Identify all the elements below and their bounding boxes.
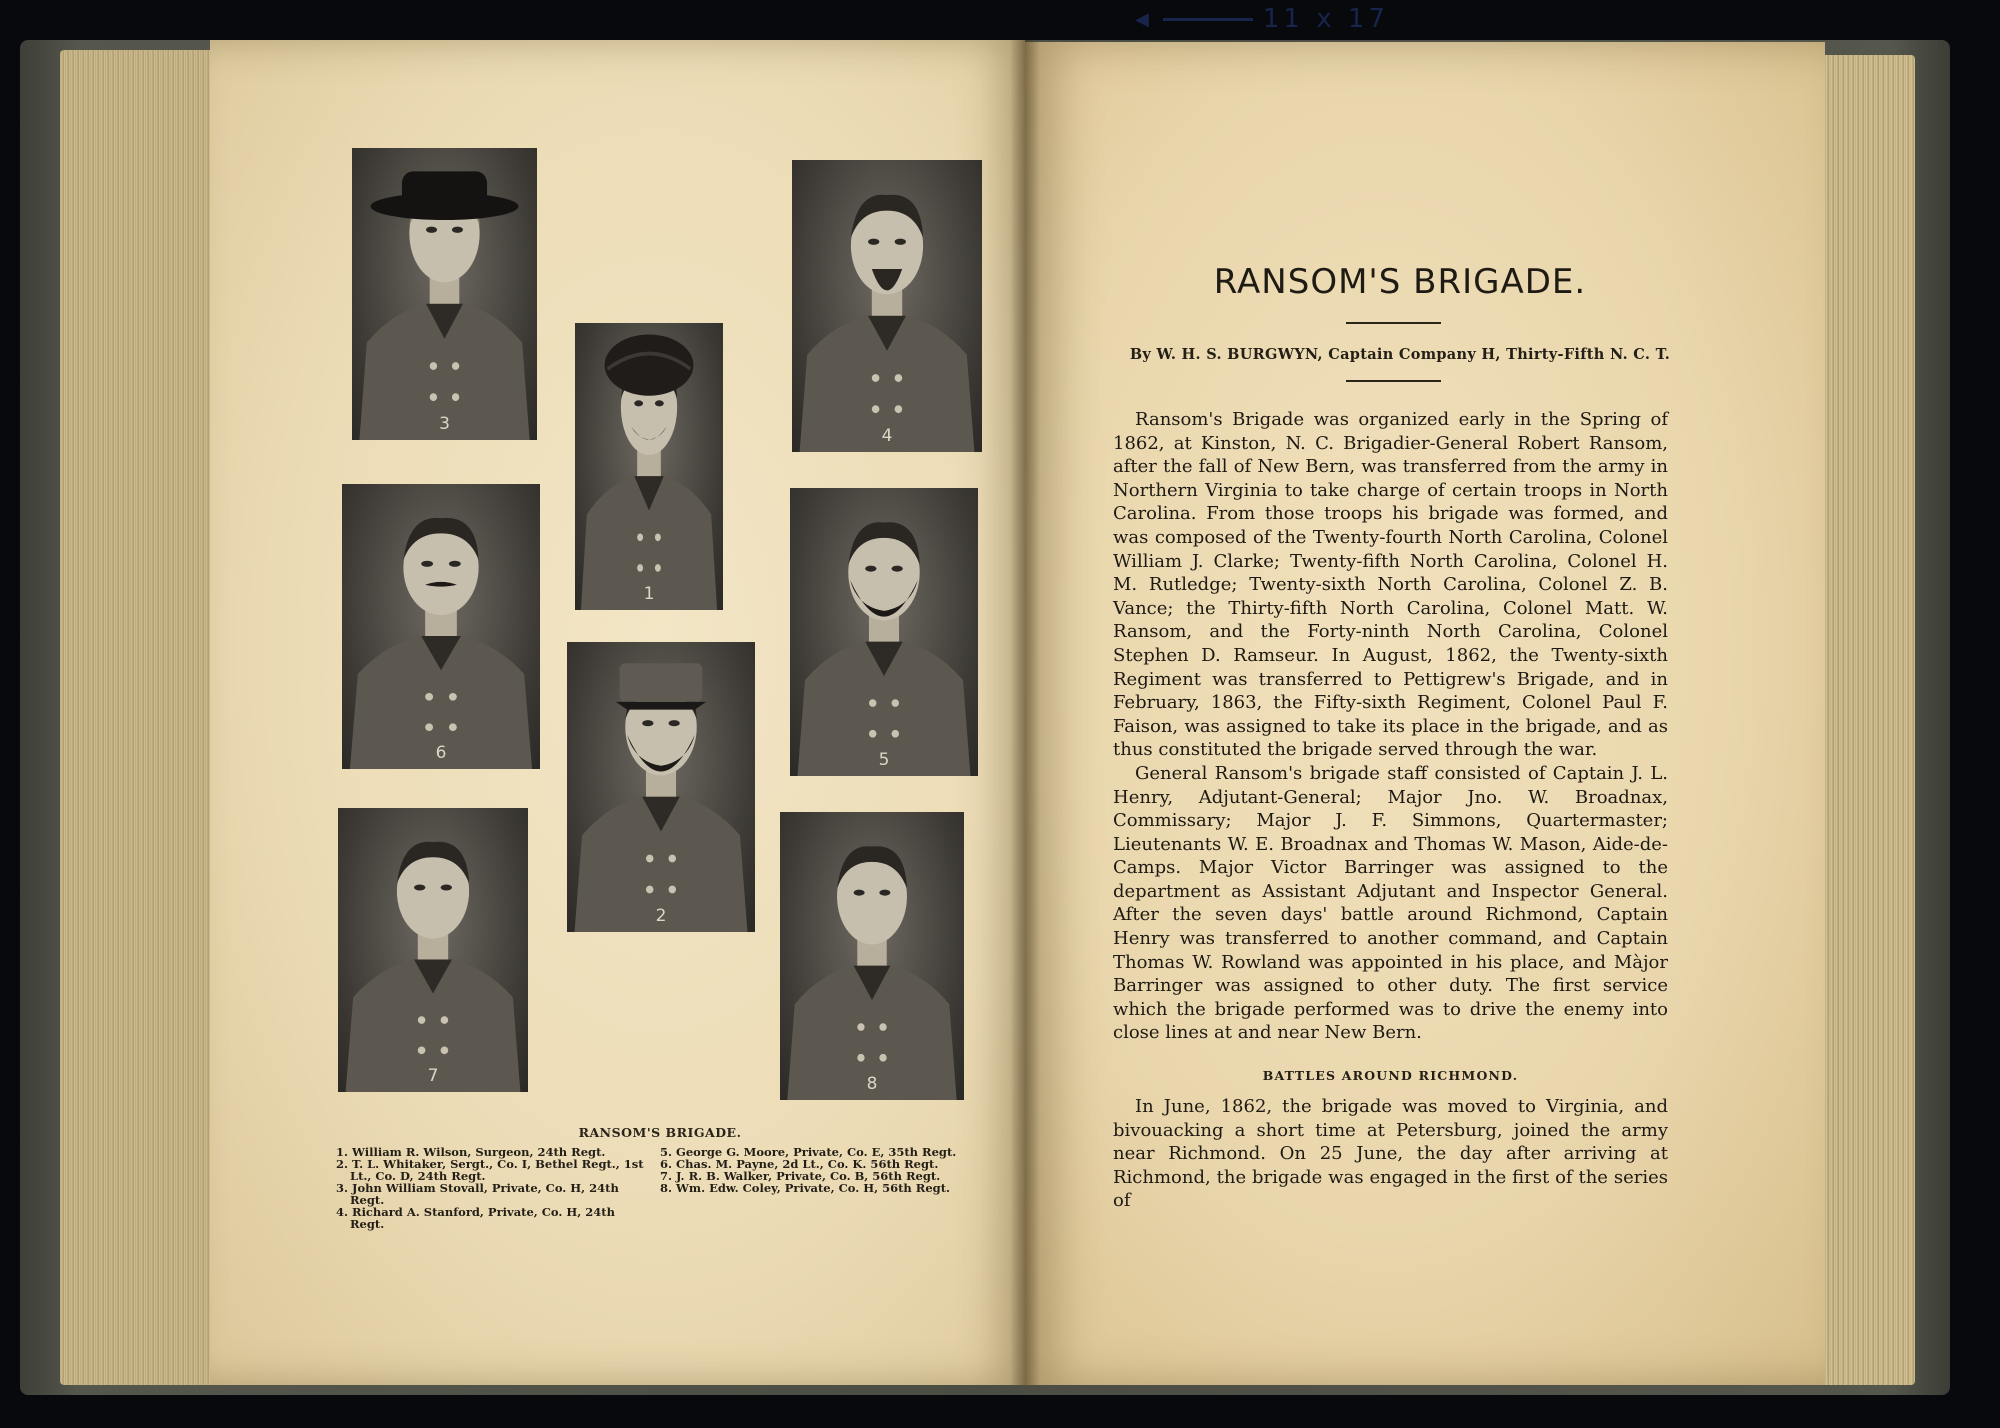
portrait-number: 3 — [439, 414, 450, 434]
section-heading: BATTLES AROUND RICHMOND. — [1262, 1068, 1519, 1083]
portrait-photo-2 — [567, 642, 755, 932]
caption-column-1 — [336, 1146, 651, 1230]
byline-rule — [1346, 380, 1441, 382]
book-gutter — [1010, 40, 1040, 1385]
caption-entry: 6. Chas. M. Payne, 2d Lt., Co. K. 56th Regt. — [660, 1157, 939, 1171]
caption-entry: 8. Wm. Edw. Coley, Private, Co. H, 56th Regt. — [660, 1181, 951, 1195]
section-body-text — [1113, 1095, 1668, 1213]
portrait-figure-icon — [792, 160, 982, 452]
page-edges-left — [60, 50, 225, 1385]
arrow-left-icon — [1135, 4, 1153, 34]
portrait-figure-icon — [575, 323, 723, 610]
portrait-figure-icon — [342, 484, 540, 769]
byline: By W. H. S. BURGWYN, Captain Company H, Thirty-Fifth N. C. T. — [1129, 346, 1671, 363]
portrait-figure-icon — [790, 488, 978, 776]
portrait-number: 7 — [427, 1066, 439, 1086]
portrait-photo-5 — [790, 488, 978, 776]
caption-entry: 5. George G. Moore, Private, Co. E, 35th Regt. — [660, 1145, 957, 1159]
portrait-photo-8 — [780, 812, 964, 1100]
paragraph: Ransom's Brigade was organized early in the Spring of 1862, at Kinston, N. C. Brigadier-General Robert Ransom, after the fall of New Bern, was transferred from the army in Northern Virginia to take charge of certain troops in North Carolina. From those troops his brigade was formed, and was composed of the Twenty-fourth North Carolina, Colonel William J. Clarke; Twenty-fifth North Carolina, Colonel H. M. Rutledge; Twenty-sixth North Carolina, Colonel Z. B. Vance; the Thirty-fifth North Carolina, Colonel Matt. W. Ransom, and the Forty-ninth North Carolina, Colonel Stephen D. Ramseur. In August, 1862, the Twenty-sixth Regiment was transferred to Pettigrew's Brigade, and in February, 1863, the Fifty-sixth Regiment, Colonel Paul F. Faison, was assigned to take its place in the brigade, and as thus constituted the brigade served through the war. — [1113, 409, 1668, 761]
paragraph: In June, 1862, the brigade was moved to Virginia, and bivouacking a short time at Petersburg, joined the army near Richmond. On 25 June, the day after arriving at Richmond, the brigade was engaged in the first of the series of — [1113, 1096, 1668, 1212]
portrait-photo-6 — [342, 484, 540, 769]
portrait-number: 4 — [881, 426, 893, 446]
caption-title: RANSOM'S BRIGADE. — [578, 1125, 742, 1140]
page-edges-right — [1810, 55, 1915, 1385]
portrait-figure-icon — [352, 148, 537, 440]
portrait-photo-3 — [352, 148, 537, 440]
caption-entry: 1. William R. Wilson, Surgeon, 24th Regt. — [336, 1145, 606, 1159]
portrait-photo-1 — [575, 323, 723, 610]
paragraph: General Ransom's brigade staff consisted of Captain J. L. Henry, Adjutant-General; Major Jno. W. Broadnax, Commissary; Major J. F. Simmons, Quartermaster; Lieutenants W. E. Broadnax and Thomas W. Mason, Aide-de-Camps. Major Victor Barringer was assigned to the department as Assistant Adjutant and Inspector General. After the seven days' battle around Richmond, Captain Henry was transferred to another command, and Captain Thomas W. Rowland was appointed in his place, and Màjor Barringer was assigned to other duty. The first service which the brigade performed was to drive the enemy into close lines at and near New Bern. — [1113, 762, 1668, 1044]
ruler-label: 11 x 17 — [1262, 4, 1389, 34]
caption-column-2 — [660, 1146, 975, 1194]
portrait-number: 8 — [866, 1074, 878, 1094]
portrait-figure-icon — [780, 812, 964, 1100]
portrait-number: 2 — [655, 906, 667, 926]
caption-entry: 4. Richard A. Stanford, Private, Co. H, 24th Regt. — [336, 1205, 615, 1231]
portrait-figure-icon — [338, 808, 528, 1092]
size-ruler-mark — [1135, 4, 1465, 38]
heading-rule — [1346, 322, 1441, 324]
caption-entry: 2. T. L. Whitaker, Sergt., Co. I, Bethel Regt., 1st Lt., Co. D, 24th Regt. — [336, 1157, 644, 1183]
portrait-number: 5 — [878, 750, 890, 770]
portrait-photo-7 — [338, 808, 528, 1092]
body-text — [1113, 408, 1668, 1045]
portrait-figure-icon — [567, 642, 755, 932]
chapter-heading: RANSOM'S BRIGADE. — [1213, 262, 1587, 302]
portrait-number: 1 — [643, 584, 655, 604]
caption-entry: 3. John William Stovall, Private, Co. H, 24th Regt. — [336, 1181, 619, 1207]
portrait-number: 6 — [435, 743, 447, 763]
portrait-photo-4 — [792, 160, 982, 452]
caption-entry: 7. J. R. B. Walker, Private, Co. B, 56th Regt. — [660, 1169, 941, 1183]
